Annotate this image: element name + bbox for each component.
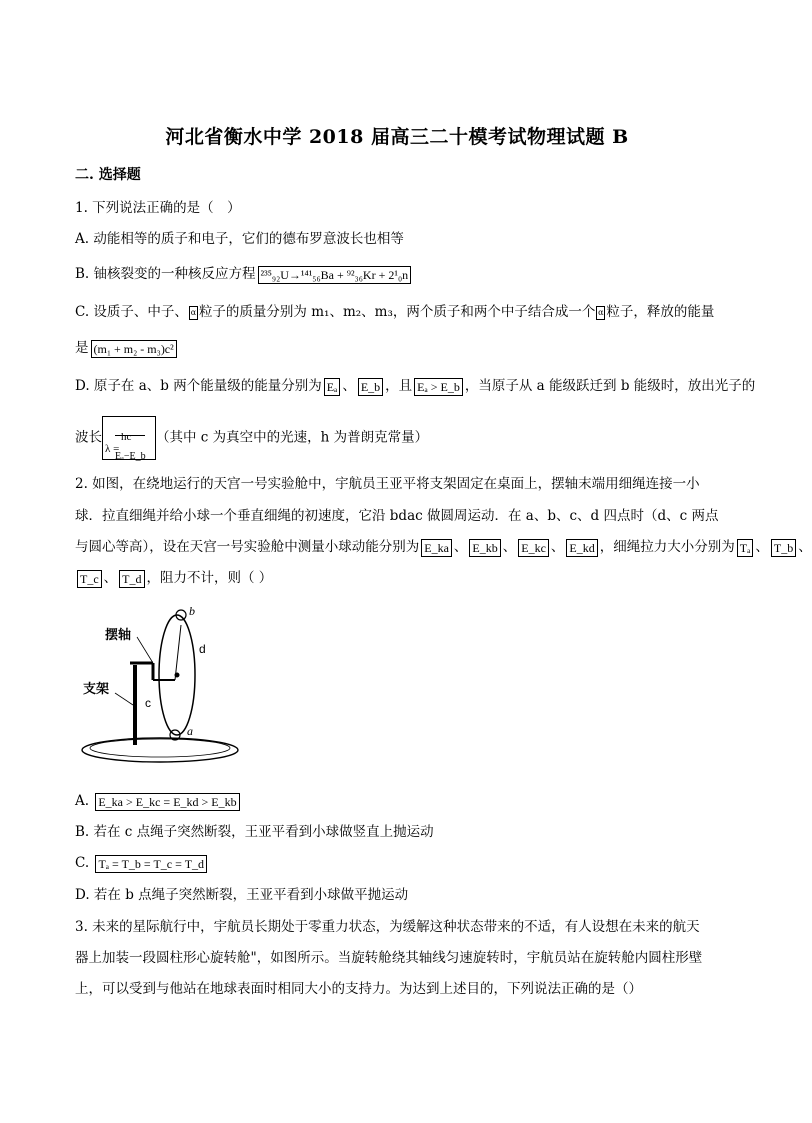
q2-line3-text2: ，细绳拉力大小分别为 [599,539,735,555]
wavelength-formula [102,416,156,460]
stand-label-pointer [115,693,133,705]
fraction-bar [115,435,145,436]
q2-line3: 与圆心等高），设在天宫一号实验舱中测量小球动能分别为 E_ka 、 E_kb 、 E_kc 、 E_kd ，细绳拉力大小分别为 Tₐ 、 T_b 、 [75,539,812,555]
q2-line3-text: 与圆心等高），设在天宫一号实验舱中测量小球动能分别为 [75,539,420,555]
q2-option-a [75,791,242,811]
q1-option-d-suffix: （其中 c 为真空中的光速，h 为普朗克常量） [156,429,429,446]
lambda-symbol: λ = [105,443,120,455]
q1-option-d-text2: ，且 [385,378,413,394]
figure-label-d: d [199,642,206,656]
q1-option-c [75,302,714,322]
eka-symbol: E_ka [421,539,452,557]
q1-option-b [75,264,413,284]
ekb-symbol: E_kb [469,539,500,557]
q2-option-c-prefix: C. [75,855,90,871]
q1-option-d-text1: D. 原子在 a、b 两个能量级的能量分别为 [75,378,322,394]
q3-line1: 3. 未来的星际航行中，宇航员长期处于零重力状态，为缓解这种状态带来的不适，有人设想在未来的航天 [75,919,700,935]
q2-option-c-formula: Tₐ = T_b = T_c = T_d [95,855,207,873]
table-ellipse [82,738,238,762]
q1-option-d-line2 [75,416,428,460]
q2-option-b: B. 若在 c 点绳子突然断裂，王亚平看到小球做竖直上抛运动 [75,824,434,840]
q3-line3: 上，可以受到与他站在地球表面时相同大小的支持力。为达到上述目的，下列说法正确的是（） [75,981,642,997]
q1-option-c-text3: 粒子，释放的能量 [606,304,715,320]
energy-ea: Eₐ [324,378,341,396]
formula-denominator: Eₐ−E_b [115,451,146,462]
q2-line1: 2. 如图，在绕地运行的天宫一号实验舱中，宇航员王亚平将支架固定在桌面上，摆轴末端用细绳连接一小 [75,476,700,492]
figure-label-axis: 摆轴 [105,627,132,642]
q1-option-d-text3: ，当原子从 a 能级跃迁到 b 能级时，放出光子的 [464,378,756,394]
q2-option-d: D. 若在 b 点绳子突然断裂，王亚平看到小球做平抛运动 [75,887,409,903]
string-line [175,625,181,680]
q1-option-d [75,376,755,396]
tb-symbol: T_b [771,539,796,557]
page-title: 河北省衡水中学 2018 届高三二十模考试物理试题 B [165,126,629,148]
energy-inequality: Eₐ > E_b [414,378,463,396]
alpha-symbol: α [189,306,198,320]
figure-label-a: a [187,724,193,738]
section-heading: 二. 选择题 [75,167,141,183]
center-dot [175,673,180,678]
q2-option-c [75,853,209,873]
separator: 、 [342,378,356,394]
q1-option-b-text: B. 铀核裂变的一种核反应方程 [75,266,256,282]
q2-option-a-prefix: A. [75,793,90,809]
q2-line4: T_c 、 T_d ，阻力不计，则（ ） [75,568,272,588]
ekd-symbol: E_kd [566,539,597,557]
pendulum-figure [75,605,255,770]
q1-option-c-text1: C. 设质子、中子、 [75,304,188,320]
q2-option-a-formula: E_ka > E_kc = E_kd > E_kb [95,793,239,811]
q2-line4-text: ，阻力不计，则（ ） [146,570,273,586]
axis-label-pointer [137,637,153,663]
figure-label-b: b [189,604,195,618]
figure-label-c: c [145,696,151,710]
q1-option-c-formula: (m₁ + m₂ - m₃)c² [91,340,177,358]
q1-option-a: A. 动能相等的质子和电子，它们的德布罗意波长也相等 [75,231,404,247]
figure-label-stand: 支架 [83,681,110,696]
q2-line2: 球．拉直细绳并给小球一个垂直细绳的初速度，它沿 bdac 做圆周运动．在 a、b、c、d 四点时（d、c 两点 [75,508,719,524]
q1-stem: 1. 下列说法正确的是（ ） [75,200,241,216]
q3-line2: 器上加装一段圆柱形心旋转舱"，如图所示。当旋转舱绕其轴线匀速旋转时，宇航员站在旋转舱内圆柱形壁 [75,950,703,966]
ekc-symbol: E_kc [518,539,549,557]
tc-symbol: T_c [77,570,102,588]
td-symbol: T_d [119,570,144,588]
q1-option-c-text2: 粒子的质量分别为 m₁、m₂、m₃，两个质子和两个中子结合成一个 [198,304,596,320]
formula-numerator: hc [121,431,132,443]
q1-option-b-formula: ²³⁵₉₂U→¹⁴¹₅₆Ba + ⁹²₃₆Kr + 2¹₀n [258,266,412,284]
ta-symbol: Tₐ [737,539,754,557]
table-inner-ellipse [90,739,230,757]
q1-option-d-prefix: 波长 [75,429,102,446]
alpha-symbol: α [596,306,605,320]
q1-option-c-line2 [75,338,179,358]
energy-eb: E_b [358,378,383,396]
q1-option-c-prefix: 是 [75,340,89,356]
